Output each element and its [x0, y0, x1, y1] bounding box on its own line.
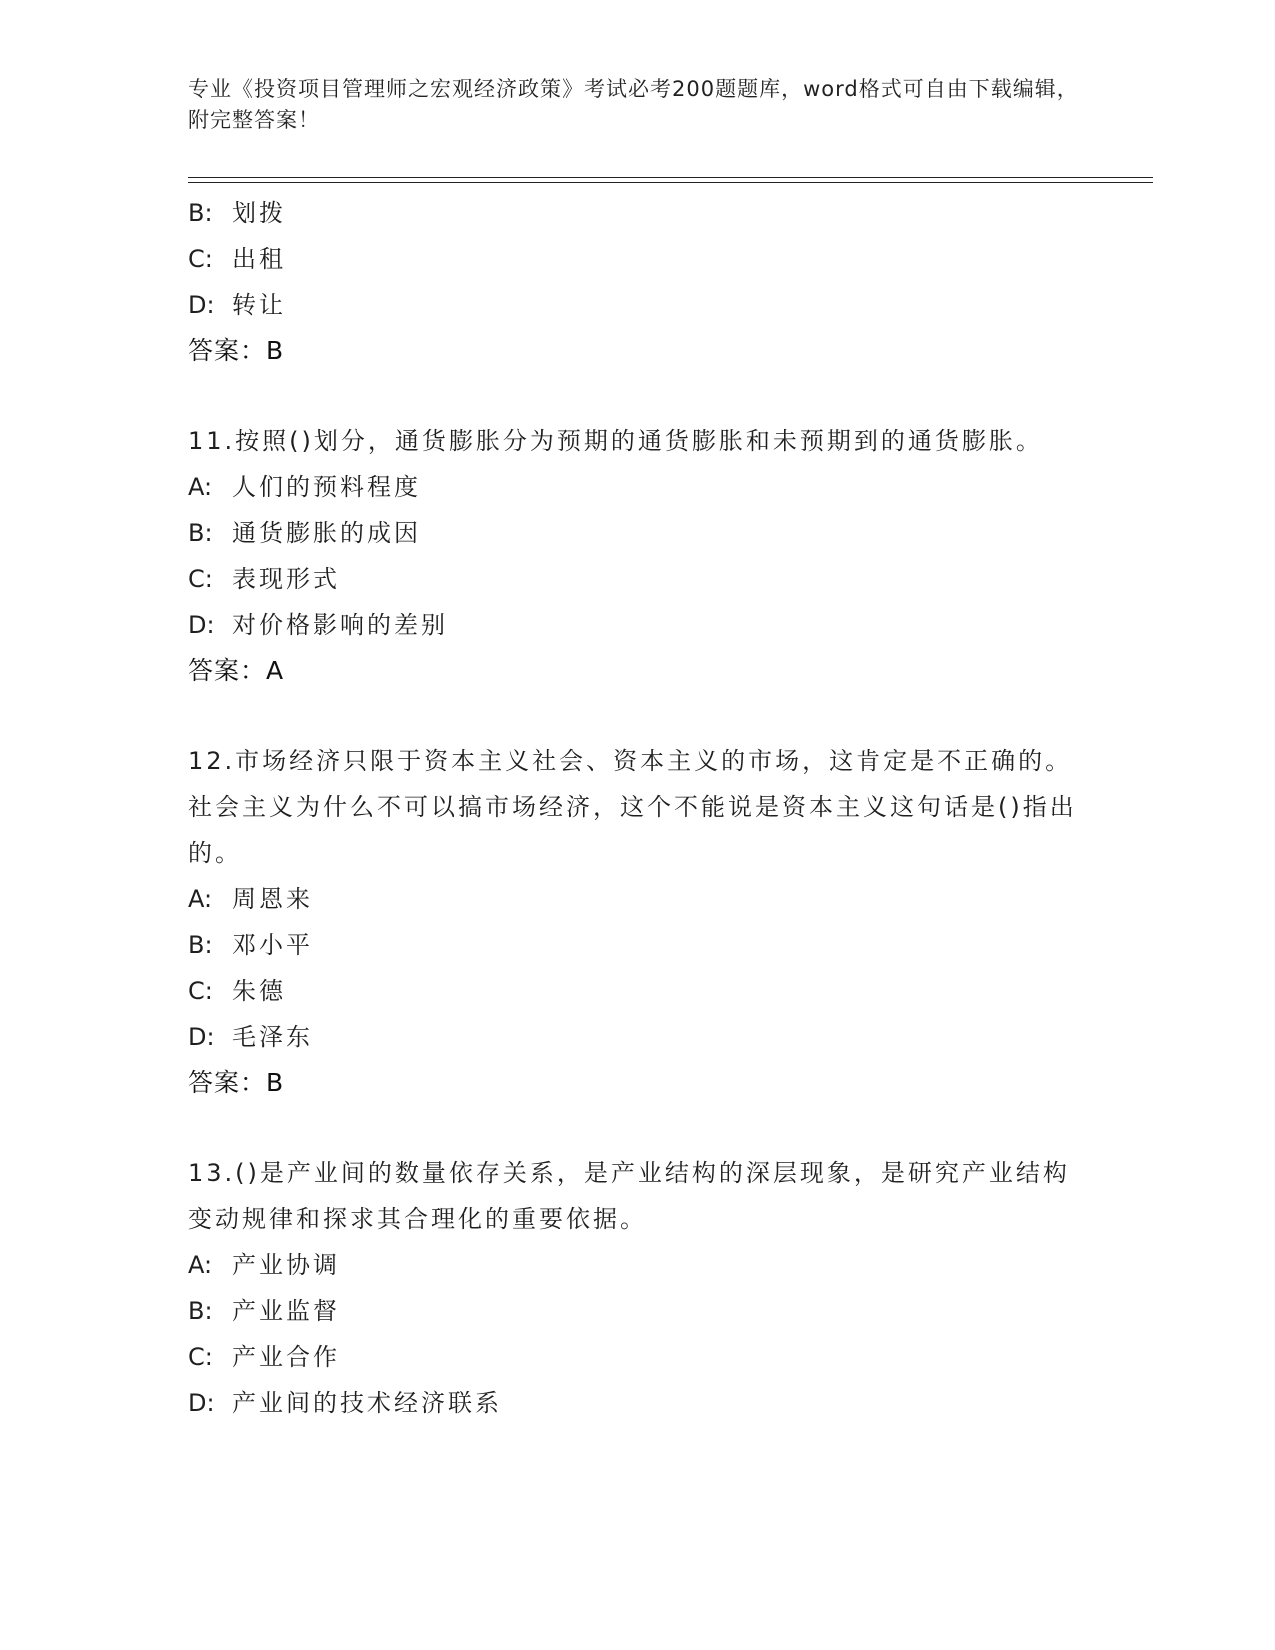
question-stem: 11.按照()划分，通货膨胀分为预期的通货膨胀和未预期到的通货膨胀。 [188, 427, 1043, 455]
question-12 [188, 738, 1088, 1106]
question-13 [188, 1150, 1088, 1426]
option-d: D: 转让 [188, 291, 286, 319]
question-stem: 13.()是产业间的数量依存关系，是产业结构的深层现象，是研究产业结构变动规律和探求其合理化的重要依据。 [188, 1159, 1070, 1233]
option-c: C: 朱德 [188, 977, 286, 1005]
option-c: C: 出租 [188, 245, 286, 273]
option-c: C: 表现形式 [188, 565, 340, 593]
question-content [188, 190, 1088, 1426]
option-b: B: 邓小平 [188, 931, 313, 959]
option-c: C: 产业合作 [188, 1343, 340, 1371]
question-10-tail [188, 190, 1088, 374]
option-b: B: 通货膨胀的成因 [188, 519, 421, 547]
spacer [188, 694, 1088, 738]
question-11 [188, 418, 1088, 694]
header-rule-top [188, 177, 1153, 178]
answer: 答案：B [188, 336, 285, 365]
spacer [188, 374, 1088, 418]
option-d: D: 产业间的技术经济联系 [188, 1389, 502, 1417]
answer: 答案：B [188, 1068, 285, 1097]
question-stem: 12.市场经济只限于资本主义社会、资本主义的市场，这肯定是不正确的。社会主义为什么不可以搞市场经济，这个不能说是资本主义这句话是()指出的。 [188, 747, 1077, 867]
option-a: A: 人们的预料程度 [188, 473, 421, 501]
option-a: A: 产业协调 [188, 1251, 340, 1279]
option-d: D: 对价格影响的差别 [188, 611, 448, 639]
option-d: D: 毛泽东 [188, 1023, 313, 1051]
document-header: 专业《投资项目管理师之宏观经济政策》考试必考200题题库，word格式可自由下载编辑，附完整答案！ [188, 77, 1079, 132]
option-b: B: 产业监督 [188, 1297, 340, 1325]
option-b: B: 划拨 [188, 199, 286, 227]
option-a: A: 周恩来 [188, 885, 313, 913]
header-rule-bottom [188, 182, 1153, 183]
answer: 答案：A [188, 656, 285, 685]
spacer [188, 1106, 1088, 1150]
